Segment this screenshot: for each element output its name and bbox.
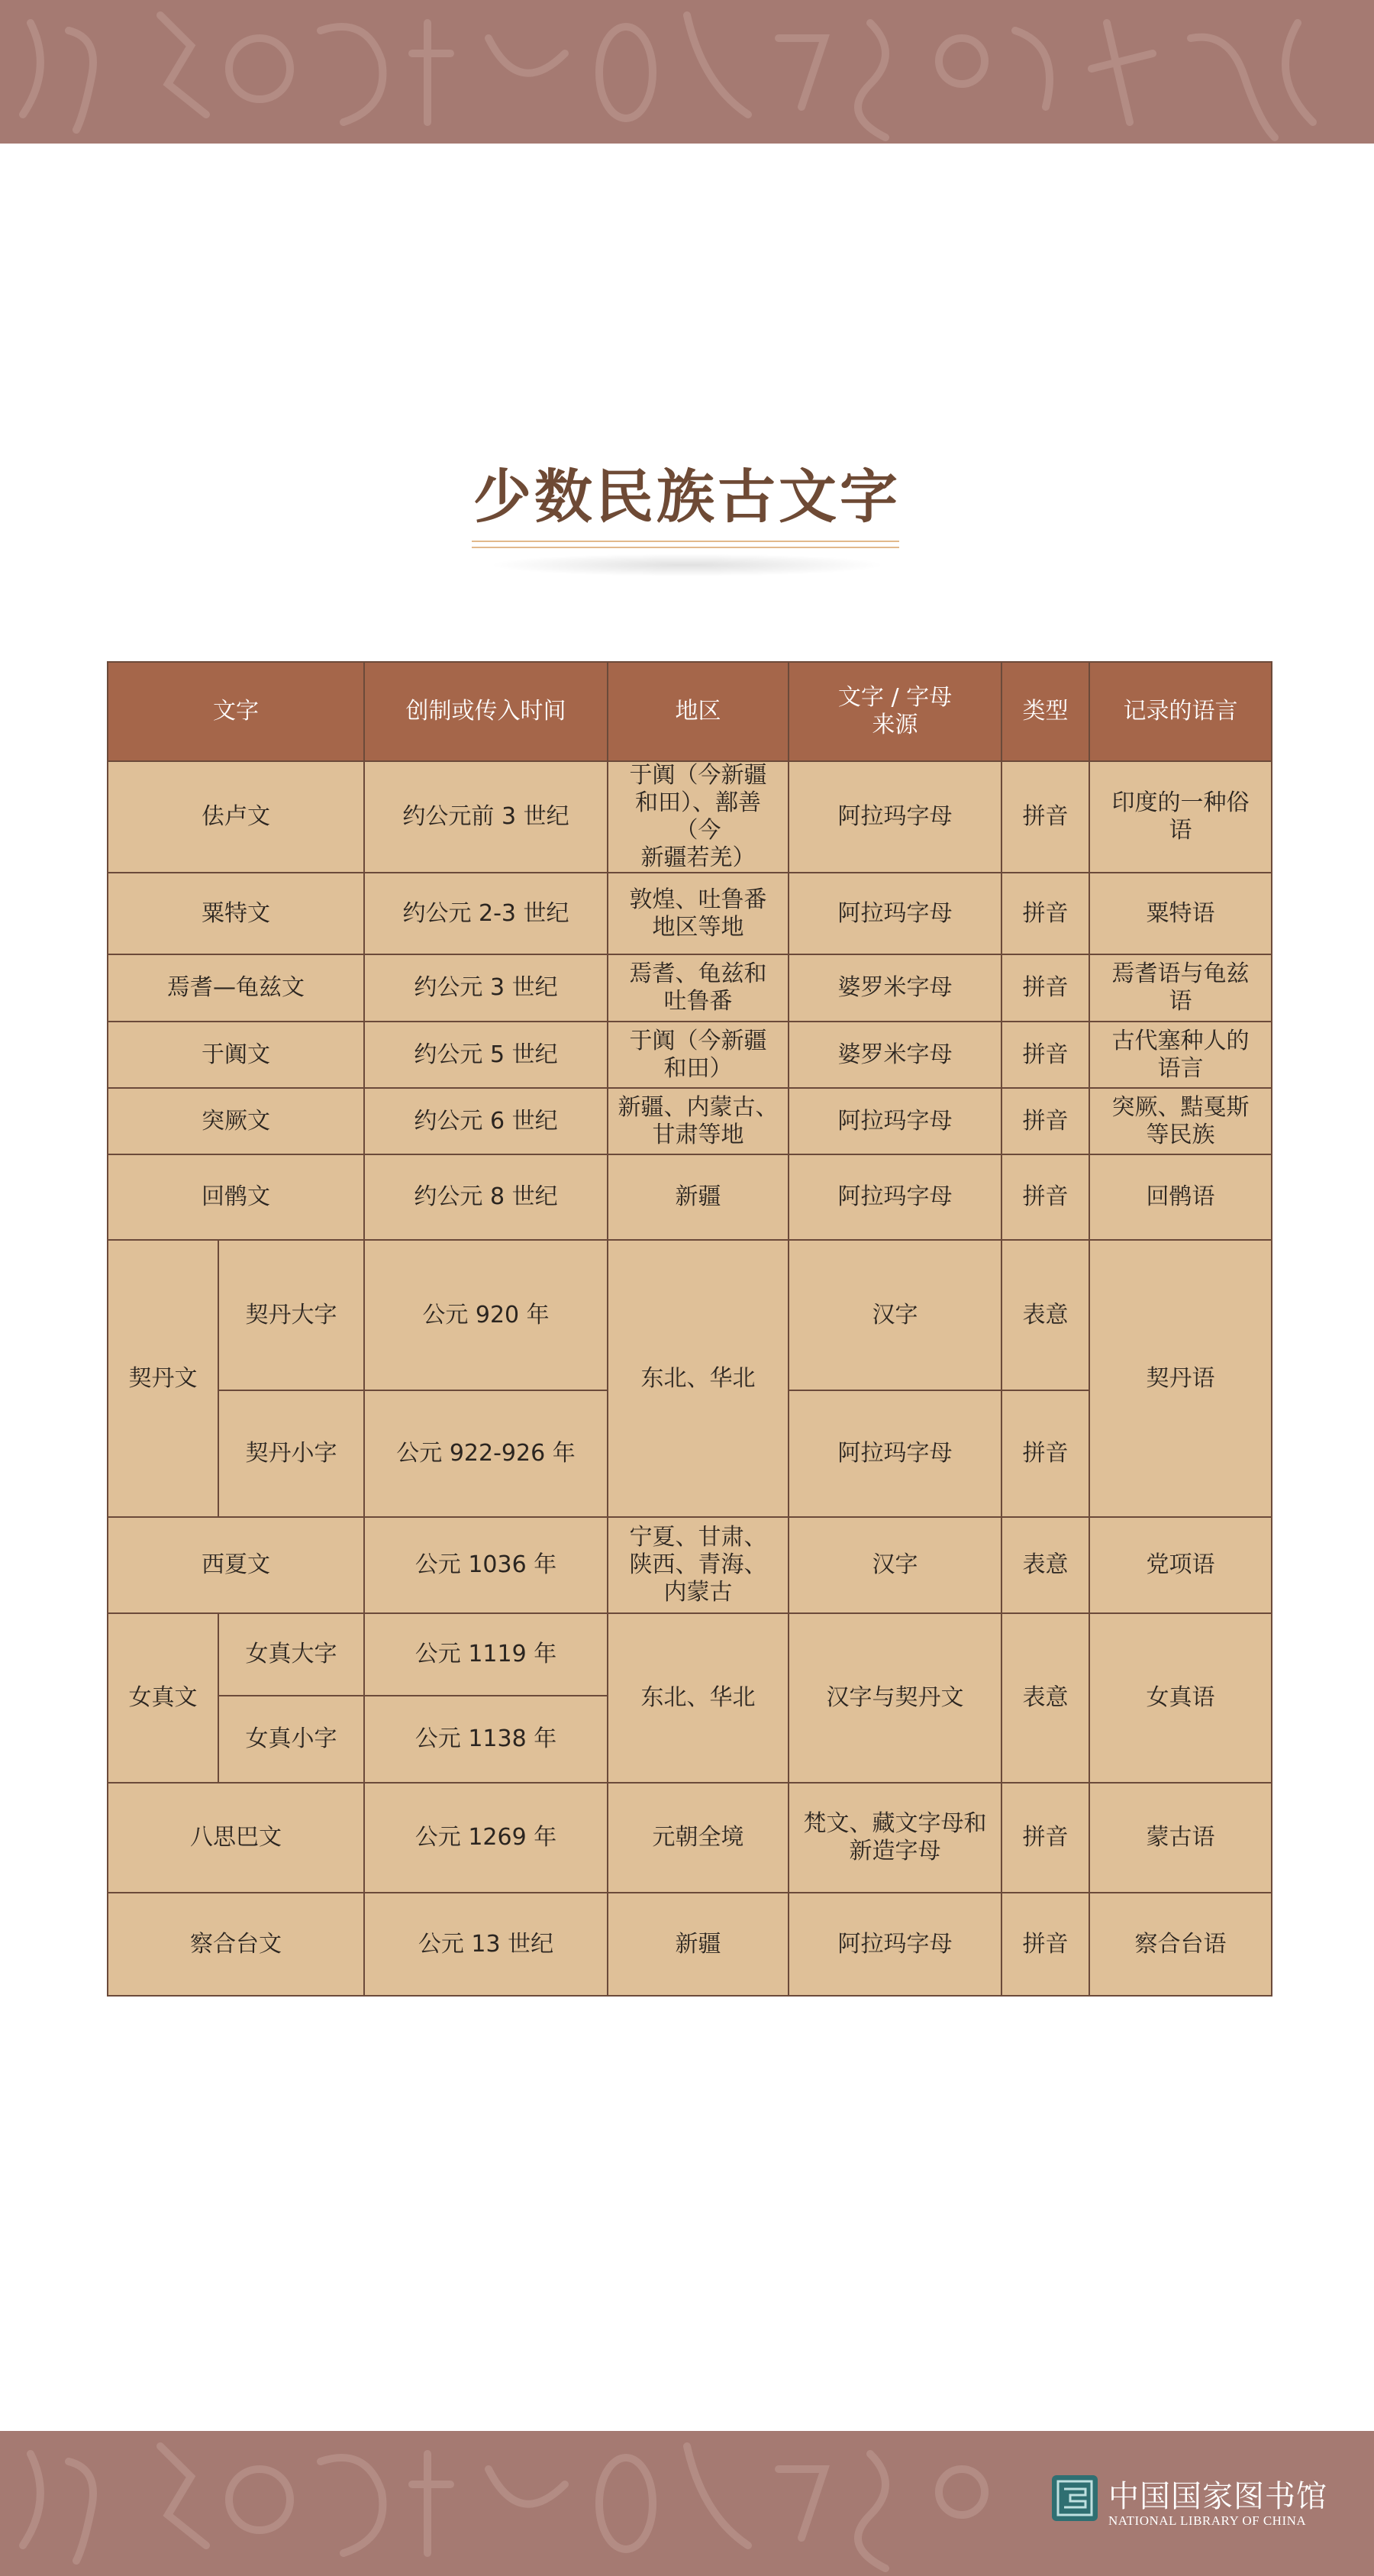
cell-language: 党项语: [1089, 1517, 1272, 1613]
cell-region: 焉耆、龟兹和 吐鲁番: [608, 954, 789, 1022]
cell-language: 察合台语: [1089, 1893, 1272, 1996]
header-source: 文字 / 字母 来源: [789, 662, 1001, 761]
cell-script: 焉耆—龟兹文: [108, 954, 364, 1022]
table-row: [108, 954, 1272, 1022]
cell-script: 突厥文: [108, 1088, 364, 1154]
cell-region: 于阗（今新疆 和田）: [608, 1022, 789, 1088]
cell-script: 西夏文: [108, 1517, 364, 1613]
table-row: [108, 873, 1272, 954]
table-row-jurchen-large: [108, 1613, 1272, 1696]
cell-source: 梵文、藏文字母和 新造字母: [789, 1783, 1001, 1893]
cell-language: 回鹘语: [1089, 1154, 1272, 1240]
cell-language: 粟特语: [1089, 873, 1272, 954]
top-decorative-band: [0, 0, 1374, 144]
cell-subscript: 女真大字: [218, 1613, 364, 1696]
cell-type: 拼音: [1001, 1154, 1089, 1240]
cell-time: 公元 920 年: [364, 1240, 608, 1390]
cell-time: 公元 1269 年: [364, 1783, 608, 1893]
ancient-script-pattern: [0, 0, 1374, 144]
cell-source: 汉字: [789, 1517, 1001, 1613]
logo-chinese-name: 中国国家图书馆: [1108, 2479, 1327, 2514]
cell-source: 汉字: [789, 1240, 1001, 1390]
cell-time: 约公元 6 世纪: [364, 1088, 608, 1154]
header-type: 类型: [1001, 662, 1089, 761]
cell-region: 于阗（今新疆 和田）、鄯善（今 新疆若羌）: [608, 761, 789, 873]
cell-subscript: 契丹大字: [218, 1240, 364, 1390]
cell-time: 公元 1138 年: [364, 1696, 608, 1783]
cell-region: 敦煌、吐鲁番 地区等地: [608, 873, 789, 954]
title-shadow: [489, 554, 885, 576]
cell-time: 约公元前 3 世纪: [364, 761, 608, 873]
cell-script: 八思巴文: [108, 1783, 364, 1893]
cell-script: 粟特文: [108, 873, 364, 954]
cell-language: 印度的一种俗 语: [1089, 761, 1272, 873]
cell-time: 公元 1036 年: [364, 1517, 608, 1613]
header-language: 记录的语言: [1089, 662, 1272, 761]
table-row: [108, 1517, 1272, 1613]
cell-type: 拼音: [1001, 1390, 1089, 1517]
cell-subscript: 契丹小字: [218, 1390, 364, 1517]
table-row: [108, 1088, 1272, 1154]
cell-language: 契丹语: [1089, 1240, 1272, 1517]
cell-script: 佉卢文: [108, 761, 364, 873]
cell-type: 拼音: [1001, 1893, 1089, 1996]
cell-time: 约公元 2-3 世纪: [364, 873, 608, 954]
page-title: 少数民族古文字: [473, 463, 901, 531]
library-seal-icon: [1050, 2474, 1099, 2523]
cell-region: 新疆: [608, 1154, 789, 1240]
title-underline: [472, 541, 899, 542]
cell-source: 阿拉玛字母: [789, 873, 1001, 954]
table-row: [108, 761, 1272, 873]
cell-type: 拼音: [1001, 761, 1089, 873]
cell-language: 焉耆语与龟兹 语: [1089, 954, 1272, 1022]
cell-source: 阿拉玛字母: [789, 1390, 1001, 1517]
cell-time: 公元 13 世纪: [364, 1893, 608, 1996]
cell-script: 回鹘文: [108, 1154, 364, 1240]
cell-type: 拼音: [1001, 873, 1089, 954]
table-header-row: [108, 662, 1272, 761]
cell-source: 阿拉玛字母: [789, 1154, 1001, 1240]
cell-time: 公元 922-926 年: [364, 1390, 608, 1517]
cell-source: 阿拉玛字母: [789, 1088, 1001, 1154]
cell-region: 宁夏、甘肃、 陕西、青海、 内蒙古: [608, 1517, 789, 1613]
title-block: [0, 450, 1374, 534]
cell-type: 表意: [1001, 1613, 1089, 1783]
table-row-khitan-large: [108, 1240, 1272, 1390]
table-row: [108, 1022, 1272, 1088]
cell-time: 约公元 8 世纪: [364, 1154, 608, 1240]
cell-source: 阿拉玛字母: [789, 1893, 1001, 1996]
cell-script: 于阗文: [108, 1022, 364, 1088]
cell-type: 拼音: [1001, 1783, 1089, 1893]
cell-subscript: 女真小字: [218, 1696, 364, 1783]
header-region: 地区: [608, 662, 789, 761]
cell-source: 汉字与契丹文: [789, 1613, 1001, 1783]
header-script: 文字: [108, 662, 364, 761]
cell-region: 东北、华北: [608, 1613, 789, 1783]
cell-script: 察合台文: [108, 1893, 364, 1996]
header-time: 创制或传入时间: [364, 662, 608, 761]
cell-time: 公元 1119 年: [364, 1613, 608, 1696]
logo-english-name: NATIONAL LIBRARY OF CHINA: [1108, 2513, 1307, 2528]
cell-region: 新疆: [608, 1893, 789, 1996]
cell-region: 新疆、内蒙古、 甘肃等地: [608, 1088, 789, 1154]
cell-type: 表意: [1001, 1240, 1089, 1390]
cell-language: 女真语: [1089, 1613, 1272, 1783]
title-underline-second: [472, 547, 899, 548]
table-row: [108, 1783, 1272, 1893]
cell-script-group-jurchen: 女真文: [108, 1613, 218, 1783]
cell-type: 拼音: [1001, 1022, 1089, 1088]
cell-language: 突厥、黠戛斯 等民族: [1089, 1088, 1272, 1154]
cell-language: 古代塞种人的 语言: [1089, 1022, 1272, 1088]
cell-source: 婆罗米字母: [789, 954, 1001, 1022]
cell-source: 阿拉玛字母: [789, 761, 1001, 873]
cell-region: 元朝全境: [608, 1783, 789, 1893]
cell-source: 婆罗米字母: [789, 1022, 1001, 1088]
ancient-scripts-table: [107, 661, 1272, 1997]
cell-type: 表意: [1001, 1517, 1089, 1613]
cell-language: 蒙古语: [1089, 1783, 1272, 1893]
cell-type: 拼音: [1001, 1088, 1089, 1154]
cell-type: 拼音: [1001, 954, 1089, 1022]
cell-script-group-khitan: 契丹文: [108, 1240, 218, 1517]
cell-time: 约公元 3 世纪: [364, 954, 608, 1022]
cell-time: 约公元 5 世纪: [364, 1022, 608, 1088]
cell-region: 东北、华北: [608, 1240, 789, 1517]
table-row: [108, 1893, 1272, 1996]
table-row: [108, 1154, 1272, 1240]
